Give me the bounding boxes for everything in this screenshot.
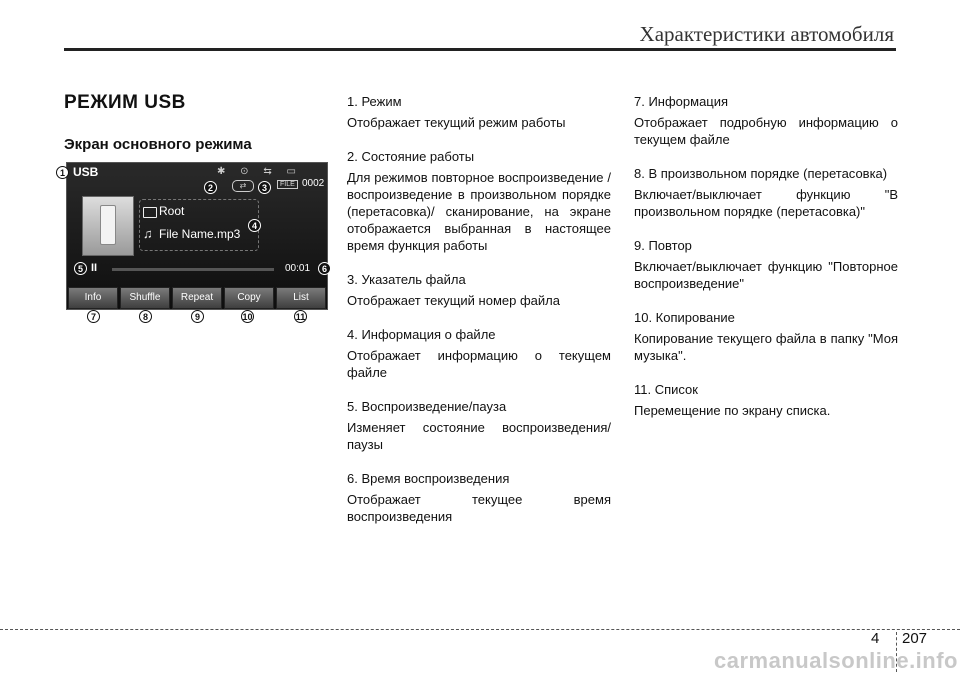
progress-bar[interactable] bbox=[112, 268, 274, 271]
watermark: carmanualsonline.info bbox=[714, 648, 958, 673]
file-name: File Name.mp3 bbox=[159, 227, 241, 241]
copy-button[interactable]: Copy bbox=[224, 287, 274, 309]
item-title: 7. Информация bbox=[634, 94, 729, 109]
item-desc: Изменяет состояние воспроизведения/паузы bbox=[347, 420, 611, 452]
item-title: 3. Указатель файла bbox=[347, 272, 466, 287]
description-column-1 bbox=[347, 93, 611, 542]
item-10 bbox=[634, 309, 898, 364]
section-subtitle: Экран основного режима bbox=[64, 136, 252, 153]
item-desc: Отображает текущий режим работы bbox=[347, 115, 566, 130]
item-desc: Копирование текущего файла в папку "Моя музыка". bbox=[634, 331, 898, 363]
callout-7: 7 bbox=[87, 310, 100, 323]
callout-8: 8 bbox=[139, 310, 152, 323]
item-title: 10. Копирование bbox=[634, 310, 735, 325]
description-column-2 bbox=[634, 93, 898, 436]
item-2 bbox=[347, 148, 611, 254]
item-title: 1. Режим bbox=[347, 94, 402, 109]
item-title: 5. Воспроизведение/пауза bbox=[347, 399, 507, 414]
item-8 bbox=[634, 165, 898, 220]
item-desc: Для режимов повторное воспроизведение / воспроизведение в произвольном порядке (перетасовка)/ сканирование, на экране отображается выбранная в настоящее время функция работы bbox=[347, 170, 611, 253]
folder-icon bbox=[143, 207, 157, 218]
section-title: РЕЖИМ USB bbox=[64, 92, 186, 113]
footer-dashed-rule bbox=[0, 629, 960, 630]
chapter-number: 4 bbox=[871, 630, 880, 647]
file-number: 0002 bbox=[302, 178, 325, 189]
callout-5: 5 bbox=[74, 262, 87, 275]
item-desc: Включает/выключает функцию "Повторное воспроизведение" bbox=[634, 259, 898, 291]
info-button[interactable]: Info bbox=[68, 287, 118, 309]
item-9 bbox=[634, 237, 898, 292]
callout-2: 2 bbox=[204, 181, 217, 194]
music-note-icon: ♫ bbox=[143, 226, 153, 241]
item-11 bbox=[634, 381, 898, 419]
item-desc: Перемещение по экрану списка. bbox=[634, 403, 831, 418]
pause-icon[interactable]: II bbox=[91, 262, 98, 274]
usb-thumbnail-icon bbox=[82, 196, 134, 256]
folder-name: Root bbox=[159, 204, 185, 218]
page-number: 207 bbox=[902, 630, 928, 647]
item-title: 11. Список bbox=[634, 382, 698, 397]
callout-10: 10 bbox=[242, 312, 253, 322]
item-title: 9. Повтор bbox=[634, 238, 692, 253]
item-title: 2. Состояние работы bbox=[347, 149, 475, 164]
file-info-box bbox=[139, 199, 259, 251]
repeat-button[interactable]: Repeat bbox=[172, 287, 222, 309]
item-desc: Отображает текущее время воспроизведения bbox=[347, 492, 611, 524]
header-rule bbox=[64, 48, 896, 51]
file-box-label: FILE bbox=[277, 180, 298, 189]
play-time: 00:01 bbox=[285, 263, 311, 274]
screen-status-icons: ✱ ⊙ ⇆ ▭ bbox=[217, 166, 302, 177]
screen-mode-label: USB bbox=[73, 165, 99, 179]
callout-6: 6 bbox=[318, 262, 331, 275]
callout-3: 3 bbox=[258, 181, 271, 194]
shuffle-button[interactable]: Shuffle bbox=[120, 287, 170, 309]
repeat-status-icon: ⇄ bbox=[232, 180, 254, 192]
item-5 bbox=[347, 398, 611, 453]
item-desc: Отображает подробную информацию о текущем файле bbox=[634, 115, 898, 147]
item-3 bbox=[347, 271, 611, 309]
item-title: 8. В произвольном порядке (перетасовка) bbox=[634, 166, 888, 181]
callout-9: 9 bbox=[191, 310, 204, 323]
item-desc: Отображает информацию о текущем файле bbox=[347, 348, 611, 380]
item-6 bbox=[347, 470, 611, 525]
item-4 bbox=[347, 326, 611, 381]
item-7 bbox=[634, 93, 898, 148]
callout-1: 1 bbox=[56, 166, 69, 179]
callout-4: 4 bbox=[248, 219, 261, 232]
item-desc: Отображает текущий номер файла bbox=[347, 293, 560, 308]
item-title: 6. Время воспроизведения bbox=[347, 471, 510, 486]
page-header-title: Характеристики автомобиля bbox=[639, 22, 894, 46]
list-button[interactable]: List bbox=[276, 287, 326, 309]
item-1 bbox=[347, 93, 611, 131]
callout-11: 11 bbox=[295, 312, 306, 322]
usb-screen-illustration bbox=[66, 162, 328, 310]
item-desc: Включает/выключает функцию "В произвольном порядке (перетасовка)" bbox=[634, 187, 898, 219]
item-title: 4. Информация о файле bbox=[347, 327, 496, 342]
